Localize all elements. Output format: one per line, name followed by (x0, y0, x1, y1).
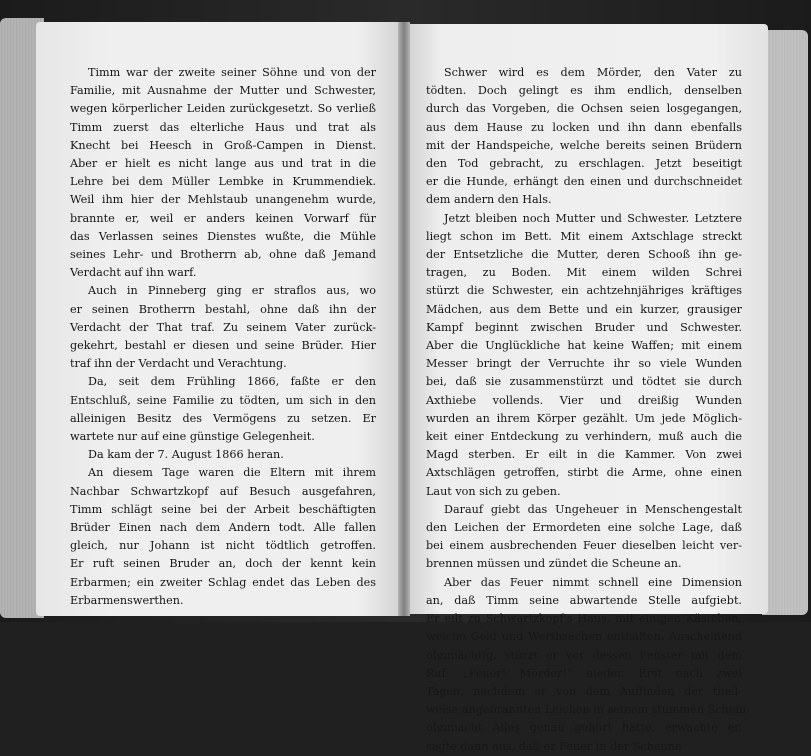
text-line: Er ruft seinen Bruder an, doch der kennt kein (70, 557, 376, 571)
paragraph (70, 446, 376, 464)
text-line: Mädchen, aus dem Bette und ein kurzer, grausiger (426, 302, 742, 316)
text-line: aus dem Hause zu locken und ihn dann ebenfalls (426, 120, 742, 134)
text-line: seines Lehr- und Brotherrn ab, ohne daß Jemand (70, 248, 376, 262)
text-line: Ruf: „Feuer! Mörder!“ nieder. Erst nach zwei (426, 666, 742, 680)
text-line: Entschluß, seine Familie zu tödten, um sich in den (70, 393, 376, 407)
text-line: An diesem Tage waren die Eltern mit ihrem (88, 466, 376, 480)
text-line: bei einem ausbrechenden Feuer dieselben leicht ver- (426, 539, 742, 553)
text-line: tödten. Doch gelingt es ihm endlich, denselben (426, 84, 742, 98)
text-line: traf ihn der Verdacht und Verachtung. (70, 357, 287, 371)
text-line: Axtschlägen getroffen, stirbt die Arme, ohne einen (426, 466, 742, 480)
text-line: Familie, mit Ausnahme der Mutter und Schwester, (70, 84, 376, 98)
text-line: wartete nur auf eine günstige Gelegenheit. (70, 430, 315, 444)
text-line: Verdacht auf ihn warf. (70, 266, 197, 280)
paragraph (426, 501, 742, 574)
right-page-edges (762, 30, 808, 615)
text-line: Axthiebe vollends. Vier und dreißig Wunden (426, 393, 742, 407)
text-line: Timm zuerst das elterliche Haus und trat als (70, 120, 376, 134)
text-line: Erbarmenswerthen. (70, 593, 184, 607)
text-line: dem andern den Hals. (426, 193, 552, 207)
text-line: Verdacht der That traf. Zu seinem Vater zurück- (70, 320, 376, 334)
text-line: er seinen Brotherrn bestahl, ohne daß ihn der (70, 302, 376, 316)
text-line: weise angebrannten Leichen in seinem stummen Schein- (426, 703, 750, 717)
text-line: ohnmächtig, stürzt er vor dessen Fenster mit dem (426, 648, 742, 662)
paragraph (426, 210, 742, 501)
text-line: mit der Handspeiche, welche bereits seinen Brüdern (426, 138, 742, 152)
left-page-text (70, 64, 376, 610)
text-line: keit einer Entdeckung zu verhindern, muß auch die (426, 430, 742, 444)
text-line: den Tod gebracht, zu erschlagen. Jetzt beseitigt (426, 157, 742, 171)
text-line: gleich, nur Johann ist nicht tödtlich getroffen. (70, 539, 376, 553)
paragraph (426, 64, 742, 210)
book-gutter (398, 22, 410, 616)
text-line: Da kam der 7. August 1866 heran. (88, 448, 284, 462)
text-line: Magd sterben. Er eilt in die Kammer. Von zwei (426, 448, 742, 462)
paragraph (70, 64, 376, 282)
text-line: liegt schon im Bett. Mit einem Axtschlage streckt (426, 229, 742, 243)
text-line: an, daß Timm seine abwartende Stelle aufgiebt. (426, 593, 742, 607)
paragraph (70, 464, 376, 610)
text-line: wurden an ihrem Körper gezählt. Um jede Möglich- (426, 411, 742, 425)
text-line: brannte er, weil er anders keinen Vorwarf für (70, 211, 376, 225)
text-line: Er eilt zu Schwartzkopf's Haus, mit einigen Kästchen, (426, 612, 742, 626)
text-line: brennen müssen und zündet die Scheune an. (426, 557, 682, 571)
text-line: alleinigen Besitz des Vermögens zu setzen. Er (70, 411, 376, 425)
text-line: Lehre bei dem Müller Lembke in Krummendiek. (70, 175, 376, 189)
text-line: Darauf giebt das Ungeheuer in Menschengestalt (444, 502, 742, 516)
paragraph (70, 373, 376, 446)
text-line: das Verlassen seines Dienstes wußte, die Mühle (70, 229, 376, 243)
text-line: Weil ihm hier der Mehlstaub unangenehm wurde, (70, 193, 376, 207)
text-line: Nachbar Schwartzkopf auf Besuch ausgefahren, (70, 484, 376, 498)
text-line: den Leichen der Ermordeten eine solche Lage, daß (426, 521, 742, 535)
text-line: stürzt die Schwester, ein achtzehnjähriges kräftiges (426, 284, 742, 298)
paragraph (426, 574, 750, 756)
text-line: Schwer wird es dem Mörder, den Vater zu (444, 66, 742, 79)
text-line: Erbarmen; ein zweiter Schlag endet das Leben des (70, 575, 376, 589)
text-line: Tagen, nachdem er von dem Auffinden der theil- (426, 684, 742, 698)
text-line: Jetzt bleiben noch Mutter und Schwester. Letztere (444, 211, 742, 225)
text-line: wegen körperlicher Leiden zurückgesetzt. So verließ (70, 102, 376, 116)
text-line: ohnmacht Alles genau gehört hatte, erwachte er, (426, 721, 742, 735)
text-line: Auch in Pinneberg ging er straflos aus, wo (88, 284, 376, 298)
text-line: er die Hunde, erhängt den einen und durchschneidet (426, 175, 742, 189)
text-line: durch das Vorgeben, die Ochsen seien losgegangen, (426, 102, 742, 116)
text-line: welche Geld und Werthsachen enthalten. Anscheinend (426, 630, 742, 644)
text-line: Knecht bei Heesch in Groß-Campen in Dienst. (70, 138, 376, 152)
right-page-text (426, 64, 750, 756)
left-page (36, 22, 402, 616)
text-line: Timm schlägt seine bei der Arbeit beschäftigten (70, 502, 376, 516)
text-line: Messer bringt der Verruchte ihr so viele Wunden (426, 357, 742, 371)
text-line: Aber die Unglückliche hat keine Waffen; mit einem (426, 339, 742, 353)
text-line: sagte dann aus, daß er Feuer in der Scheune (426, 739, 682, 753)
text-line: Kampf beginnt zwischen Bruder und Schwester. (426, 320, 742, 334)
right-page (404, 24, 768, 753)
text-line: Brüder Einen nach dem Andern todt. Alle fallen (70, 521, 376, 535)
text-line: Timm war der zweite seiner Söhne und von der (88, 66, 376, 79)
text-line: der Entsetzliche die Mutter, deren Schooß ihn ge- (426, 248, 742, 262)
text-line: Da, seit dem Frühling 1866, faßte er den (88, 375, 376, 389)
text-line: Aber er hielt es nicht lange aus und trat in die (70, 157, 376, 171)
text-line: Aber das Feuer nimmt schnell eine Dimension (444, 575, 742, 589)
text-line: bei, daß sie zusammenstürzt und tödtet sie durch (426, 375, 742, 389)
text-line: tragen, zu Boden. Mit einem wilden Schrei (426, 266, 742, 280)
text-line: Laut von sich zu geben. (426, 484, 561, 498)
text-line: gekehrt, bestahl er diesen und seine Brüder. Hier (70, 339, 376, 353)
paragraph (70, 282, 376, 373)
